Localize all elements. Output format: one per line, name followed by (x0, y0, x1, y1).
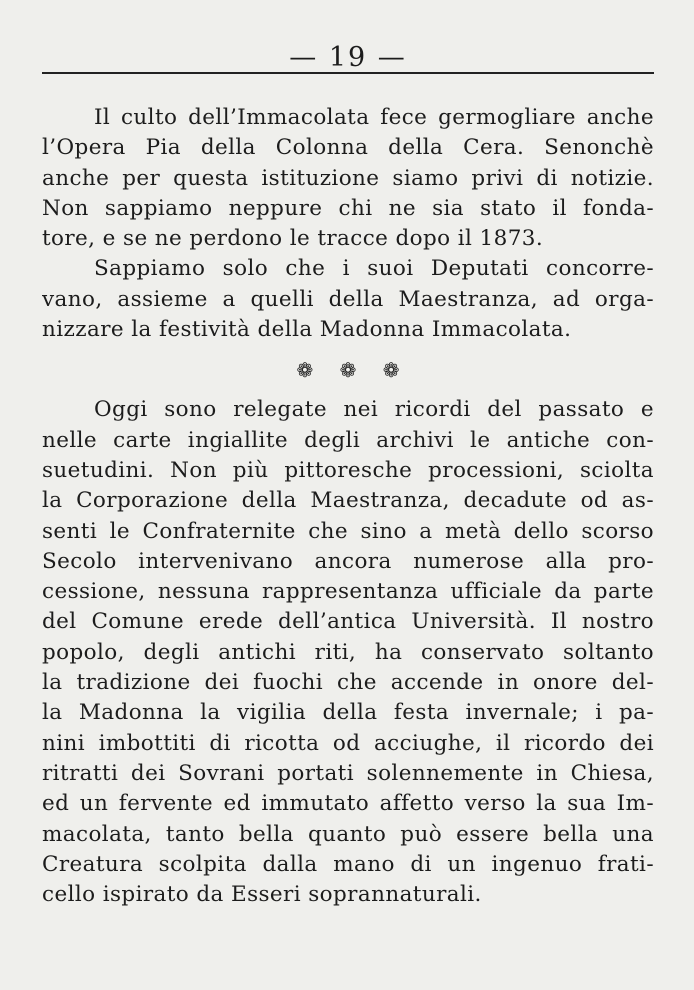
text-line: ed un fervente ed immutato affetto verso la sua Im- (42, 791, 654, 817)
text-line: la Corporazione della Maestranza, decadute od as- (42, 488, 654, 514)
text-line: nini imbottiti di ricotta od acciughe, il ricordo dei (42, 730, 654, 756)
text-line: Oggi sono relegate nei ricordi del passato e (94, 397, 654, 423)
paragraph-2 (42, 254, 654, 345)
text-line: ritratti dei Sovrani portati solennemente in Chiesa, (42, 760, 654, 786)
text-line: la tradizione dei fuochi che accende in onore del- (42, 670, 654, 696)
header-rule (42, 72, 654, 74)
text-line: Secolo intervenivano ancora numerose alla pro- (42, 548, 654, 574)
page-header (42, 38, 654, 78)
text-line: vano, assieme a quelli della Maestranza, ad orga- (42, 286, 654, 312)
text-line: suetudini. Non più pittoresche processioni, sciolta (42, 457, 654, 483)
text-line: nizzare la festività della Madonna Immacolata. (42, 317, 572, 343)
text-line: Creatura scolpita dalla mano di un ingenuo frati- (42, 851, 654, 877)
text-line: del Comune erede dell’antica Università. Il nostro (42, 609, 654, 635)
section-ornament: ❁ ❁ ❁ (296, 358, 410, 383)
text-line: cessione, nessuna rappresentanza ufficiale da parte (42, 579, 654, 605)
text-line: Il culto dell’Immacolata fece germogliare anche (94, 105, 654, 130)
text-line: popolo, degli antichi riti, ha conservato soltanto (42, 639, 654, 665)
text-line: l’Opera Pia della Colonna della Cera. Senonchè (42, 135, 654, 161)
page-number: — 19 — (289, 42, 407, 73)
text-line: anche per questa istituzione siamo privi di notizie. (42, 165, 654, 191)
text-line: la Madonna la vigilia della festa invernale; i pa- (42, 700, 654, 726)
text-line: macolata, tanto bella quanto può essere bella una (42, 821, 654, 847)
text-line: nelle carte ingiallite degli archivi le antiche con- (42, 427, 654, 453)
text-line: Non sappiamo neppure chi ne sia stato il fonda- (42, 195, 654, 221)
paragraph-3 (42, 395, 654, 910)
text-line: cello ispirato da Esseri soprannaturali. (42, 882, 482, 908)
paragraph-1 (42, 103, 654, 254)
text-line: Sappiamo solo che i suoi Deputati concorre- (94, 256, 654, 282)
text-line: senti le Confraternite che sino a metà dello scorso (42, 518, 654, 544)
text-line: tore, e se ne perdono le tracce dopo il 1873. (42, 226, 544, 252)
body-text (42, 103, 654, 910)
